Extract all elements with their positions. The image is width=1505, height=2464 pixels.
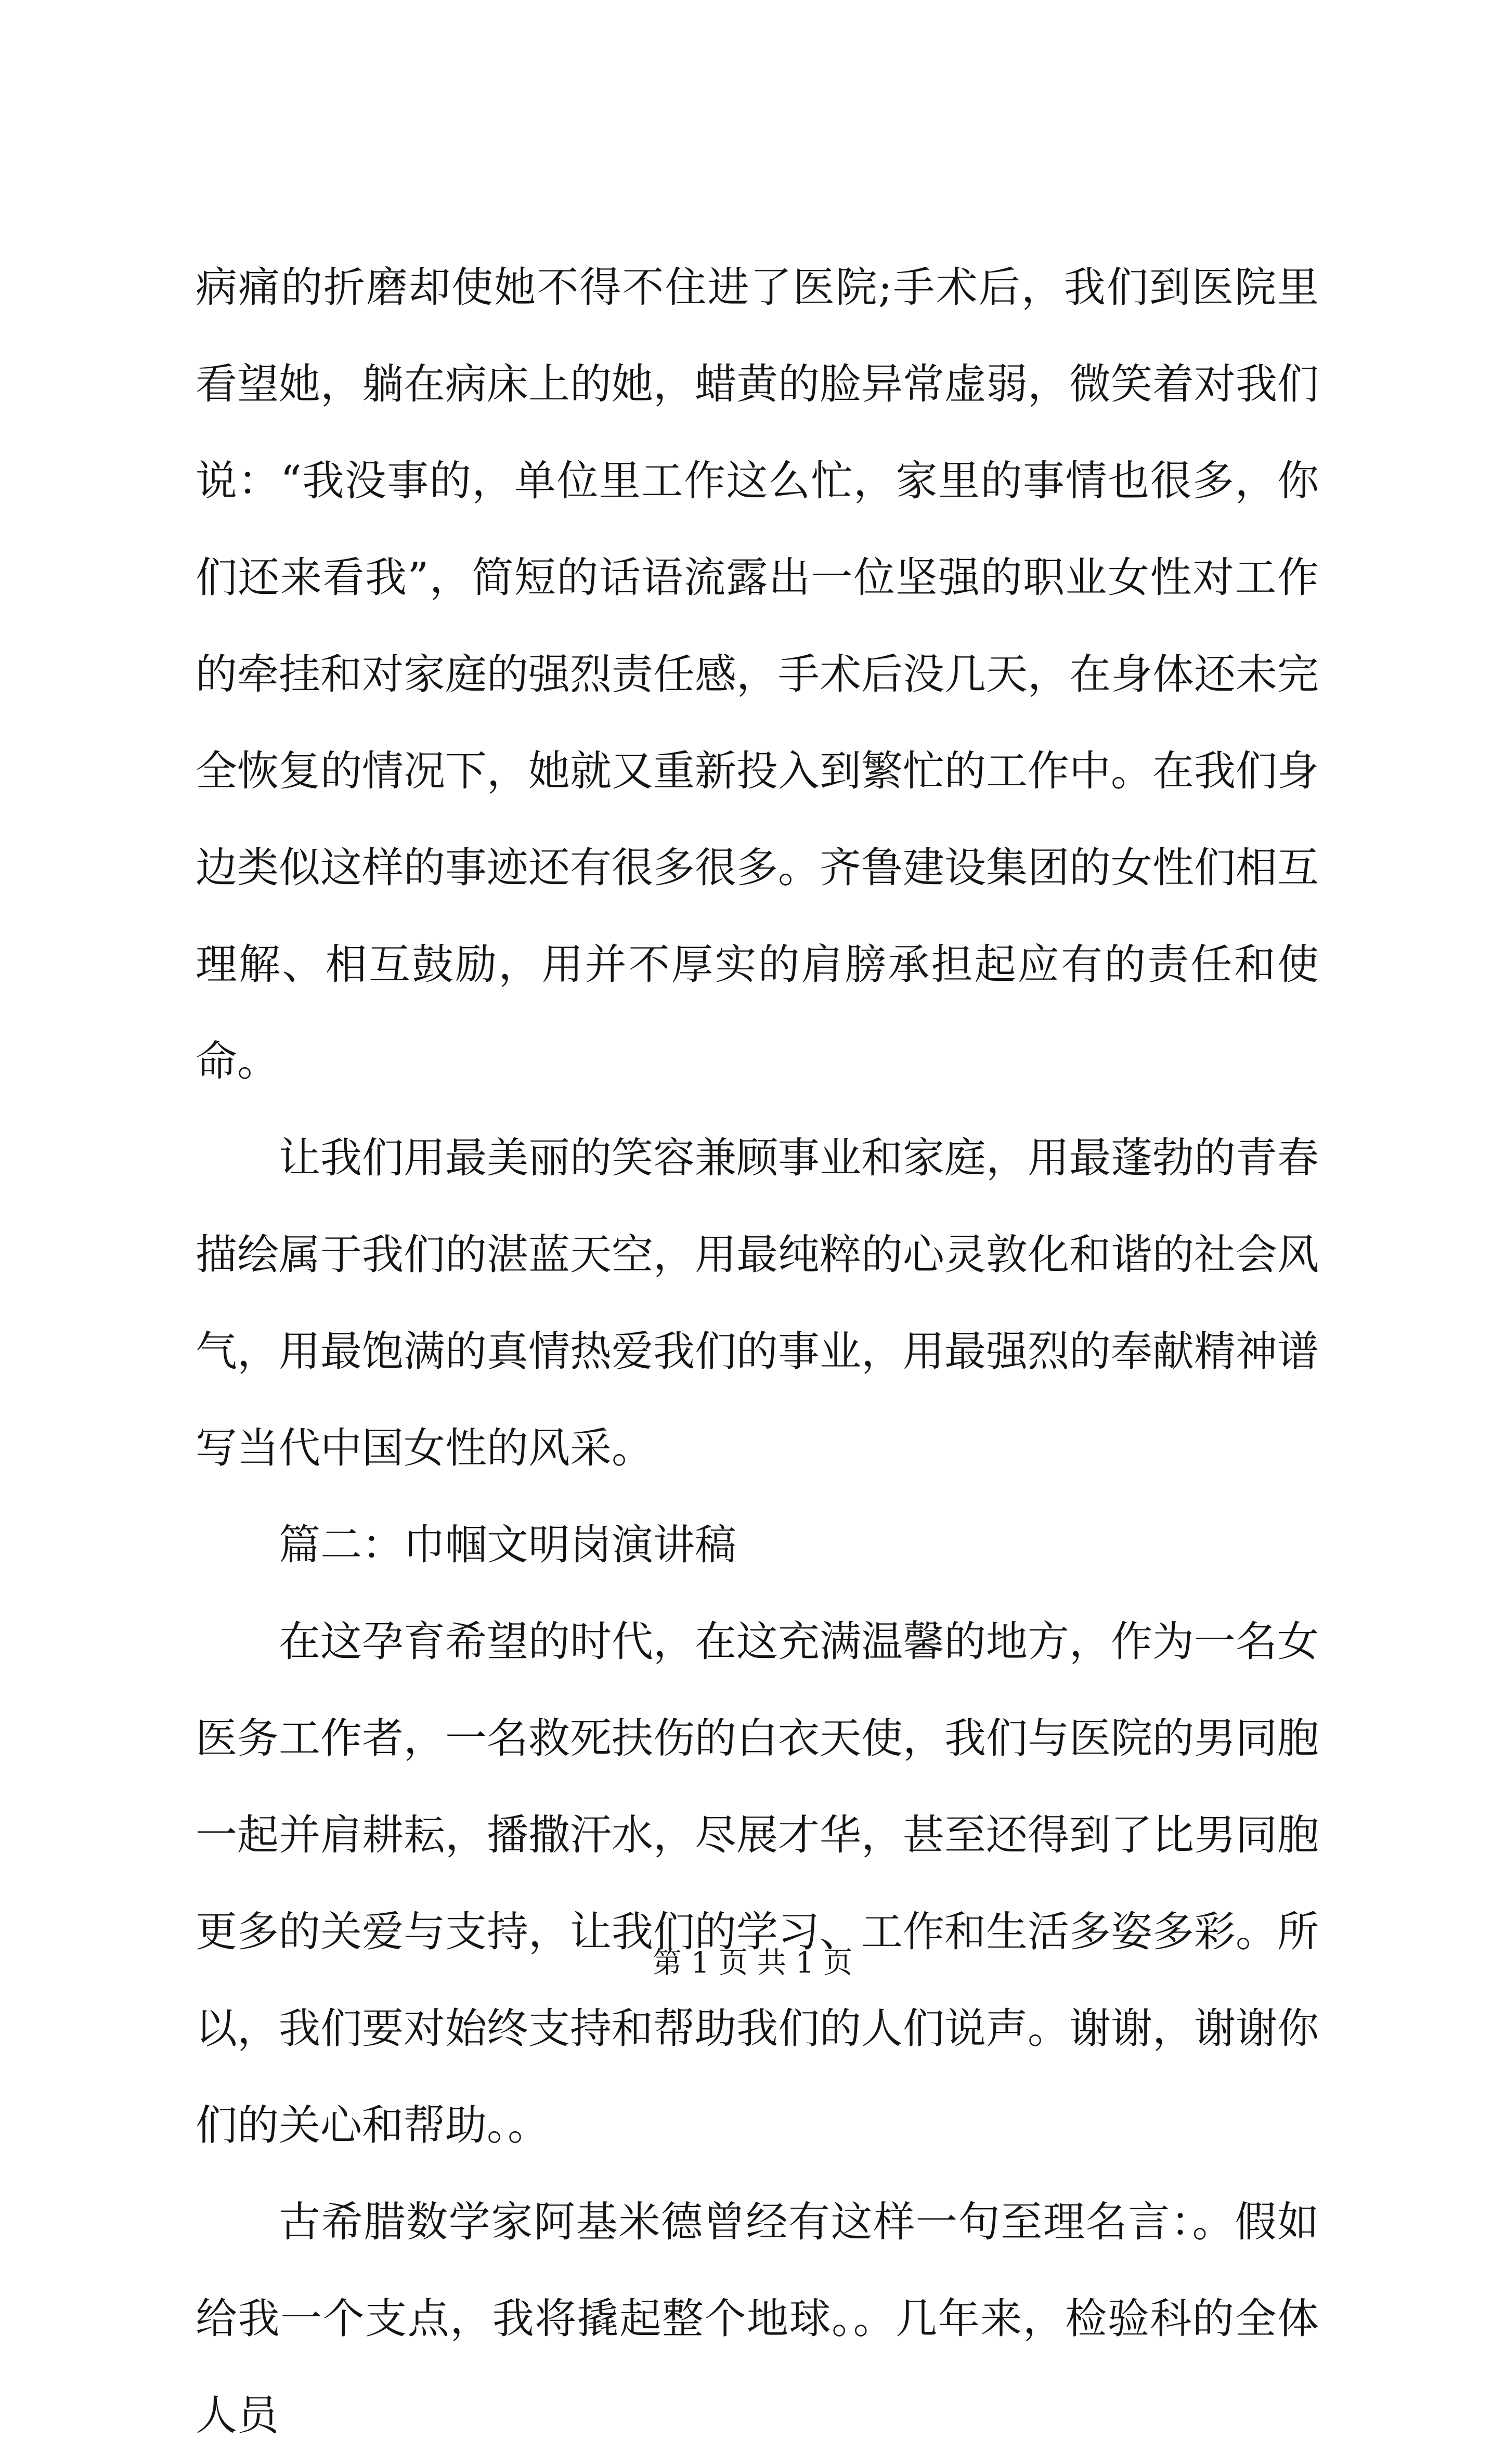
paragraph-4: 古希腊数学家阿基米德曾经有这样一句至理名言：。假如给我一个支点，我将撬起整个地球。。几年来，检验科的全体人员 [196,2198,1319,2440]
paragraph-1: 病痛的折磨却使她不得不住进了医院;手术后，我们到医院里看望她，躺在病床上的她，蜡黄的脸异常虚弱，微笑着对我们说：“我没事的，单位里工作这么忙，家里的事情也很多，你们还来看我”，简短的话语流露出一位坚强的职业女性对工作的牵挂和对家庭的强烈责任感，手术后没几天，在身体还未完全恢复的情况下，她就又重新投入到繁忙的工作中。在我们身边类似这样的事迹还有很多很多。齐鲁建设集团的女性们相互理解、相互鼓励，用并不厚实的肩膀承担起应有的责任和使命。 [196,263,1319,1085]
paragraph-2: 让我们用最美丽的笑容兼顾事业和家庭，用最蓬勃的青春描绘属于我们的湛蓝天空，用最纯粹的心灵敦化和谐的社会风气，用最饱满的真情热爱我们的事业，用最强烈的奉献精神谱写当代中国女性的风采。 [196,1134,1319,1472]
paragraph-3: 在这孕育希望的时代，在这充满温馨的地方，作为一名女医务工作者，一名救死扶伤的白衣天使，我们与医院的男同胞一起并肩耕耘，播撒汗水，尽展才华，甚至还得到了比男同胞更多的关爱与支持，让我们的学习、工作和生活多姿多彩。所以，我们要对始终支持和帮助我们的人们说声。谢谢，谢谢你们的关心和帮助。。 [196,1617,1319,2149]
page-footer: 第 1 页 共 1 页 [652,1946,853,1980]
document-body [196,239,1319,2464]
section-heading: 篇二：巾帼文明岗演讲稿 [279,1521,736,1569]
